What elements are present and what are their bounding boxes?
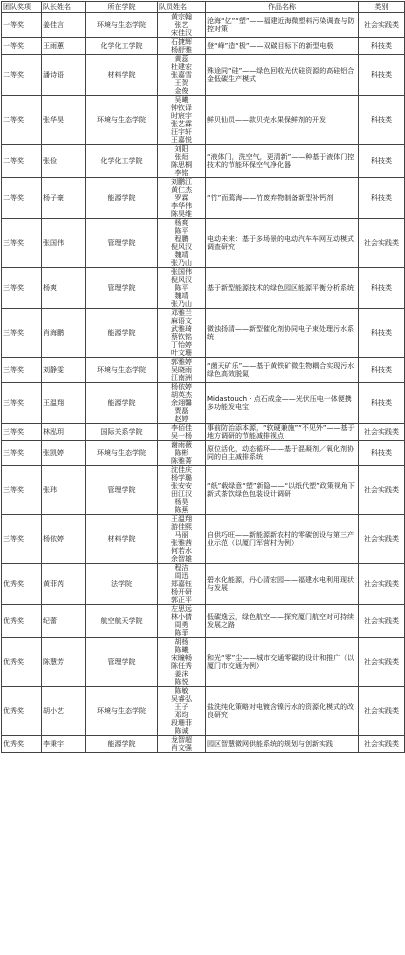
work-title-cell: 殊途同“硅”——绿色回收光伏硅资源的高硅铝合金低碳生产模式 [206, 55, 359, 96]
member-name: 张艺霖 [171, 120, 192, 128]
work-title-cell: 低碳逸云，绿色航空——探究厦门航空对可持续发展之路 [206, 605, 359, 638]
work-title-cell: “竹”而蔫海——竹废弃物制备新型补钙剂 [206, 178, 359, 219]
member-name: 沈佳庆 [171, 466, 192, 474]
work-title-cell: Midastouch · 点石成金——光伏压电一体便携多功能发电宝 [206, 383, 359, 424]
member-name: 陈彬 [174, 449, 189, 457]
prize-cell: 一等奖 [2, 13, 42, 38]
member-name: 何若水 [171, 547, 192, 555]
members-cell [158, 178, 206, 219]
school-cell: 环境与生态学院 [86, 358, 158, 383]
leader-name-cell: 李秉宇 [42, 736, 86, 753]
school-cell: 能源学院 [86, 178, 158, 219]
col-header-prize: 团队奖项 [2, 2, 42, 13]
category-cell: 社会实践类 [359, 564, 405, 605]
leader-name-cell: 林泓玥 [42, 424, 86, 441]
category-cell: 社会实践类 [359, 687, 405, 736]
school-cell: 管理学院 [86, 268, 158, 309]
table-row [2, 219, 405, 268]
school-cell: 法学院 [86, 564, 158, 605]
category-cell: 科技类 [359, 145, 405, 178]
leader-name-cell: 黄菲芮 [42, 564, 86, 605]
members-cell [158, 55, 206, 96]
member-name: 罗霖 [174, 194, 189, 202]
prize-cell: 三等奖 [2, 358, 42, 383]
member-name: 丁怡婷 [171, 341, 192, 349]
work-title-cell: 盐洗纯化策略对电镀含镍污水的资源化模式的改良研究 [206, 687, 359, 736]
member-name: 陈平 [174, 227, 189, 235]
category-cell: 社会实践类 [359, 605, 405, 638]
member-name: 黄仁杰 [171, 186, 192, 194]
member-name: 吴曦 [174, 96, 189, 104]
member-name: 黄宗翰 [171, 13, 192, 21]
table-row [2, 605, 405, 638]
school-cell: 材料学院 [86, 55, 158, 96]
leader-name-cell: 潘诗语 [42, 55, 86, 96]
prize-cell: 三等奖 [2, 309, 42, 358]
leader-name-cell: 纪蕾 [42, 605, 86, 638]
table-row [2, 145, 405, 178]
category-cell: 科技类 [359, 358, 405, 383]
member-name: 吴睿弘 [171, 695, 192, 703]
school-cell: 环境与生态学院 [86, 13, 158, 38]
school-cell: 管理学院 [86, 466, 158, 515]
member-name: 张雅茜 [171, 539, 192, 547]
prize-cell: 二等奖 [2, 96, 42, 145]
leader-name-cell: 刘静雯 [42, 358, 86, 383]
members-cell [158, 605, 206, 638]
table-row [2, 424, 405, 441]
member-name: 龙智超 [171, 736, 192, 744]
leader-name-cell: 张俭 [42, 145, 86, 178]
table-row [2, 564, 405, 605]
category-cell: 社会实践类 [359, 424, 405, 441]
table-body [2, 13, 405, 753]
members-cell [158, 358, 206, 383]
members-cell [158, 424, 206, 441]
member-name: 倪风汉 [171, 243, 192, 251]
member-name: 武雅琦 [171, 325, 192, 333]
awards-table [1, 1, 405, 753]
member-name: 刘阳 [174, 145, 189, 153]
member-name: 邓雅兰 [171, 309, 192, 317]
members-cell [158, 145, 206, 178]
member-name: 陈雅菁 [171, 457, 192, 465]
members-cell [158, 268, 206, 309]
member-name: 汪宇轩 [171, 128, 192, 136]
member-name: 陈蕉 [174, 506, 189, 514]
work-title-cell: 事前防治添本源，“软硬兼施”“不见外”——基于地方调研的节能减排视点 [206, 424, 359, 441]
member-name: 赵婷 [174, 415, 189, 423]
work-title-cell: 基于新型能源技术的绿色园区能源平衡分析系统 [206, 268, 359, 309]
prize-cell: 优秀奖 [2, 736, 42, 753]
col-header-category: 类别 [359, 2, 405, 13]
school-cell: 材料学院 [86, 515, 158, 564]
members-cell [158, 13, 206, 38]
leader-name-cell: 杨爽 [42, 268, 86, 309]
category-cell: 科技类 [359, 441, 405, 466]
member-name: 郑嘉钰 [171, 580, 192, 588]
prize-cell: 优秀奖 [2, 638, 42, 687]
member-name: 游佳熙 [171, 523, 192, 531]
member-name: 李华伟 [171, 202, 192, 210]
member-name: 陈敏 [174, 687, 189, 695]
member-name: 邓均 [174, 711, 189, 719]
member-name: 金俊 [174, 87, 189, 95]
member-name: 陈昊维 [171, 210, 192, 218]
member-name: 杨舒雅 [171, 46, 192, 54]
member-name: 张艺 [174, 21, 189, 29]
leader-name-cell: 王雨蕙 [42, 38, 86, 55]
category-cell: 社会实践类 [359, 219, 405, 268]
work-title-cell: “液体门，洗空气，更清新”——种基于液体门控技术的节能环保空气净化器 [206, 145, 359, 178]
work-title-cell: 自供巧旺——新能源新农村的零碳创设与第三产业示范（以厦门军营村为例） [206, 515, 359, 564]
member-name: 倪风汉 [171, 276, 192, 284]
category-cell: 社会实践类 [359, 515, 405, 564]
member-name: 杨爽 [174, 219, 189, 227]
member-name: 肖文强 [171, 744, 192, 752]
leader-name-cell: 张华昊 [42, 96, 86, 145]
prize-cell: 三等奖 [2, 268, 42, 309]
member-name: 魏靖 [174, 292, 189, 300]
prize-cell: 三等奖 [2, 441, 42, 466]
member-name: 吴晓雨 [171, 366, 192, 374]
member-name: 胡杨 [174, 638, 189, 646]
member-name: 王温翔 [171, 515, 192, 523]
school-cell: 环境与生态学院 [86, 441, 158, 466]
member-name: 余翊馨 [171, 399, 192, 407]
leader-name-cell: 张凯婷 [42, 441, 86, 466]
table-row [2, 383, 405, 424]
school-cell: 环境与生态学院 [86, 96, 158, 145]
work-title-cell: 沧海“亿”“塑”——福建近海微塑料污染调查与防控对策 [206, 13, 359, 38]
member-name: 吴一杨 [171, 432, 192, 440]
school-cell: 管理学院 [86, 638, 158, 687]
prize-cell: 二等奖 [2, 55, 42, 96]
col-header-school: 所在学院 [86, 2, 158, 13]
members-cell [158, 96, 206, 145]
members-cell [158, 736, 206, 753]
member-name: 石捷辉 [171, 38, 192, 46]
category-cell: 社会实践类 [359, 13, 405, 38]
members-cell [158, 466, 206, 515]
members-cell [158, 309, 206, 358]
table-row [2, 309, 405, 358]
school-cell: 能源学院 [86, 309, 158, 358]
leader-name-cell: 陈慧芳 [42, 638, 86, 687]
member-name: 王贺 [174, 79, 189, 87]
work-title-cell: 园区智慧微网供能系统的规划与创新实践 [206, 736, 359, 753]
member-name: 杨学璐 [171, 474, 192, 482]
table-header [2, 2, 405, 13]
table-row [2, 638, 405, 687]
prize-cell: 三等奖 [2, 515, 42, 564]
school-cell: 航空航天学院 [86, 605, 158, 638]
member-name: 陈任秀 [171, 662, 192, 670]
table-row [2, 515, 405, 564]
leader-name-cell: 杨依婷 [42, 515, 86, 564]
members-cell [158, 38, 206, 55]
member-name: 姜沫 [174, 670, 189, 678]
member-name: 刘鹏江 [171, 178, 192, 186]
member-name: 时宸宇 [171, 112, 192, 120]
school-cell: 环境与生态学院 [86, 687, 158, 736]
member-name: 陈思桐 [171, 161, 192, 169]
table-row [2, 38, 405, 55]
members-cell [158, 441, 206, 466]
leader-name-cell: 张国伟 [42, 219, 86, 268]
member-name: 杨开研 [171, 588, 192, 596]
category-cell: 科技类 [359, 178, 405, 219]
work-title-cell: 和光“零”尘——城市交通零碳的设计和推广（以厦门市交通为例） [206, 638, 359, 687]
table-row [2, 736, 405, 753]
table-row [2, 441, 405, 466]
work-title-cell: 微浊扬清——新型催化剂协同电子束处理污水系统 [206, 309, 359, 358]
member-name: 王子 [174, 703, 189, 711]
work-title-cell: 电动未来：基于多场景的电动汽车车网互动模式调查研究 [206, 219, 359, 268]
category-cell: 社会实践类 [359, 736, 405, 753]
member-name: 郭雅婷 [171, 358, 192, 366]
category-cell: 科技类 [359, 38, 405, 55]
category-cell: 科技类 [359, 268, 405, 309]
members-cell [158, 219, 206, 268]
members-cell [158, 383, 206, 424]
member-name: 蔡钦铭 [171, 333, 192, 341]
leader-name-cell: 肖海鹏 [42, 309, 86, 358]
member-name: 贾磊 [174, 407, 189, 415]
member-name: 田江汉 [171, 490, 192, 498]
col-header-members: 队员姓名 [158, 2, 206, 13]
table-row [2, 268, 405, 309]
member-name: 陈诚 [174, 727, 189, 735]
table-row [2, 178, 405, 219]
work-title-cell: “纸”载绿意“塑”新隐——“以纸代塑”政策视角下新式茶饮绿色包装设计调研 [206, 466, 359, 515]
school-cell: 国际关系学院 [86, 424, 158, 441]
member-name: 魏靖 [174, 251, 189, 259]
prize-cell: 三等奖 [2, 466, 42, 515]
member-name: 余智雄 [171, 555, 192, 563]
table-row [2, 466, 405, 515]
member-name: 麻语文 [171, 317, 192, 325]
category-cell: 科技类 [359, 383, 405, 424]
member-name: 林小倩 [171, 613, 192, 621]
table-row [2, 55, 405, 96]
member-name: 张乃山 [171, 300, 192, 308]
member-name: 胡英杰 [171, 391, 192, 399]
members-cell [158, 564, 206, 605]
member-name: 段珊菲 [171, 719, 192, 727]
school-cell: 化学化工学院 [86, 145, 158, 178]
member-name: 钟钦译 [171, 104, 192, 112]
member-name: 宋佳汉 [171, 29, 192, 37]
leader-name-cell: 杨子豪 [42, 178, 86, 219]
member-name: 马丽 [174, 531, 189, 539]
category-cell: 社会实践类 [359, 638, 405, 687]
member-name: 张国伟 [171, 268, 192, 276]
table-row [2, 13, 405, 38]
member-name: 李铭 [174, 169, 189, 177]
leader-name-cell: 张玮 [42, 466, 86, 515]
member-name: 杨昊 [174, 498, 189, 506]
work-title-cell: 登“峰”造“极”——双碳目标下的新型电极 [206, 38, 359, 55]
members-cell [158, 515, 206, 564]
school-cell: 能源学院 [86, 736, 158, 753]
member-name: 谢雨薇 [171, 441, 192, 449]
table-row [2, 687, 405, 736]
leader-name-cell: 姜佳言 [42, 13, 86, 38]
member-name: 王嘉悦 [171, 136, 192, 144]
col-header-leader: 队长姓名 [42, 2, 86, 13]
member-name: 程鹏 [174, 235, 189, 243]
leader-name-cell: 胡小艺 [42, 687, 86, 736]
leader-name-cell: 王温翔 [42, 383, 86, 424]
member-name: 陈曦 [174, 646, 189, 654]
work-title-cell: “菌天矿乐”——基于黄铁矿微生物耦合实现污水绿色高效脱氮 [206, 358, 359, 383]
member-name: 周勇 [174, 621, 189, 629]
category-cell: 科技类 [359, 309, 405, 358]
member-name: 陈菲 [174, 629, 189, 637]
category-cell: 社会实践类 [359, 466, 405, 515]
header-row [2, 2, 405, 13]
member-name: 程洁 [174, 564, 189, 572]
prize-cell: 二等奖 [2, 178, 42, 219]
member-name: 叶文珊 [171, 349, 192, 357]
prize-cell: 一等奖 [2, 38, 42, 55]
members-cell [158, 687, 206, 736]
category-cell: 科技类 [359, 55, 405, 96]
member-name: 江南洲 [171, 374, 192, 382]
member-name: 张烜 [174, 153, 189, 161]
member-name: 张嘉雪 [171, 71, 192, 79]
col-header-work: 作品名称 [206, 2, 359, 13]
category-cell: 科技类 [359, 96, 405, 145]
work-title-cell: 原位活化，动态循环——基于混凝剂／氧化剂协同的自主减排系统 [206, 441, 359, 466]
member-name: 郭正平 [171, 596, 192, 604]
member-name: 张乃山 [171, 259, 192, 267]
school-cell: 能源学院 [86, 383, 158, 424]
member-name: 左思远 [171, 605, 192, 613]
prize-cell: 优秀奖 [2, 687, 42, 736]
member-name: 杨依婷 [171, 383, 192, 391]
table-row [2, 358, 405, 383]
prize-cell: 优秀奖 [2, 605, 42, 638]
school-cell: 管理学院 [86, 219, 158, 268]
member-name: 宋瞳畅 [171, 654, 192, 662]
table-row [2, 96, 405, 145]
prize-cell: 三等奖 [2, 424, 42, 441]
member-name: 黄蕊 [174, 55, 189, 63]
prize-cell: 三等奖 [2, 219, 42, 268]
member-name: 陈平 [174, 284, 189, 292]
member-name: 杜建宏 [171, 63, 192, 71]
prize-cell: 三等奖 [2, 383, 42, 424]
member-name: 陈悦 [174, 678, 189, 686]
prize-cell: 优秀奖 [2, 564, 42, 605]
members-cell [158, 638, 206, 687]
member-name: 李佰佳 [171, 424, 192, 432]
work-title-cell: 碧水化能源，丹心清宏园——福建水电利用现状与发展 [206, 564, 359, 605]
prize-cell: 二等奖 [2, 145, 42, 178]
school-cell: 化学化工学院 [86, 38, 158, 55]
member-name: 张安安 [171, 482, 192, 490]
member-name: 周迅 [174, 572, 189, 580]
work-title-cell: 鲜贝仙员——款贝壳水果保鲜剂的开发 [206, 96, 359, 145]
